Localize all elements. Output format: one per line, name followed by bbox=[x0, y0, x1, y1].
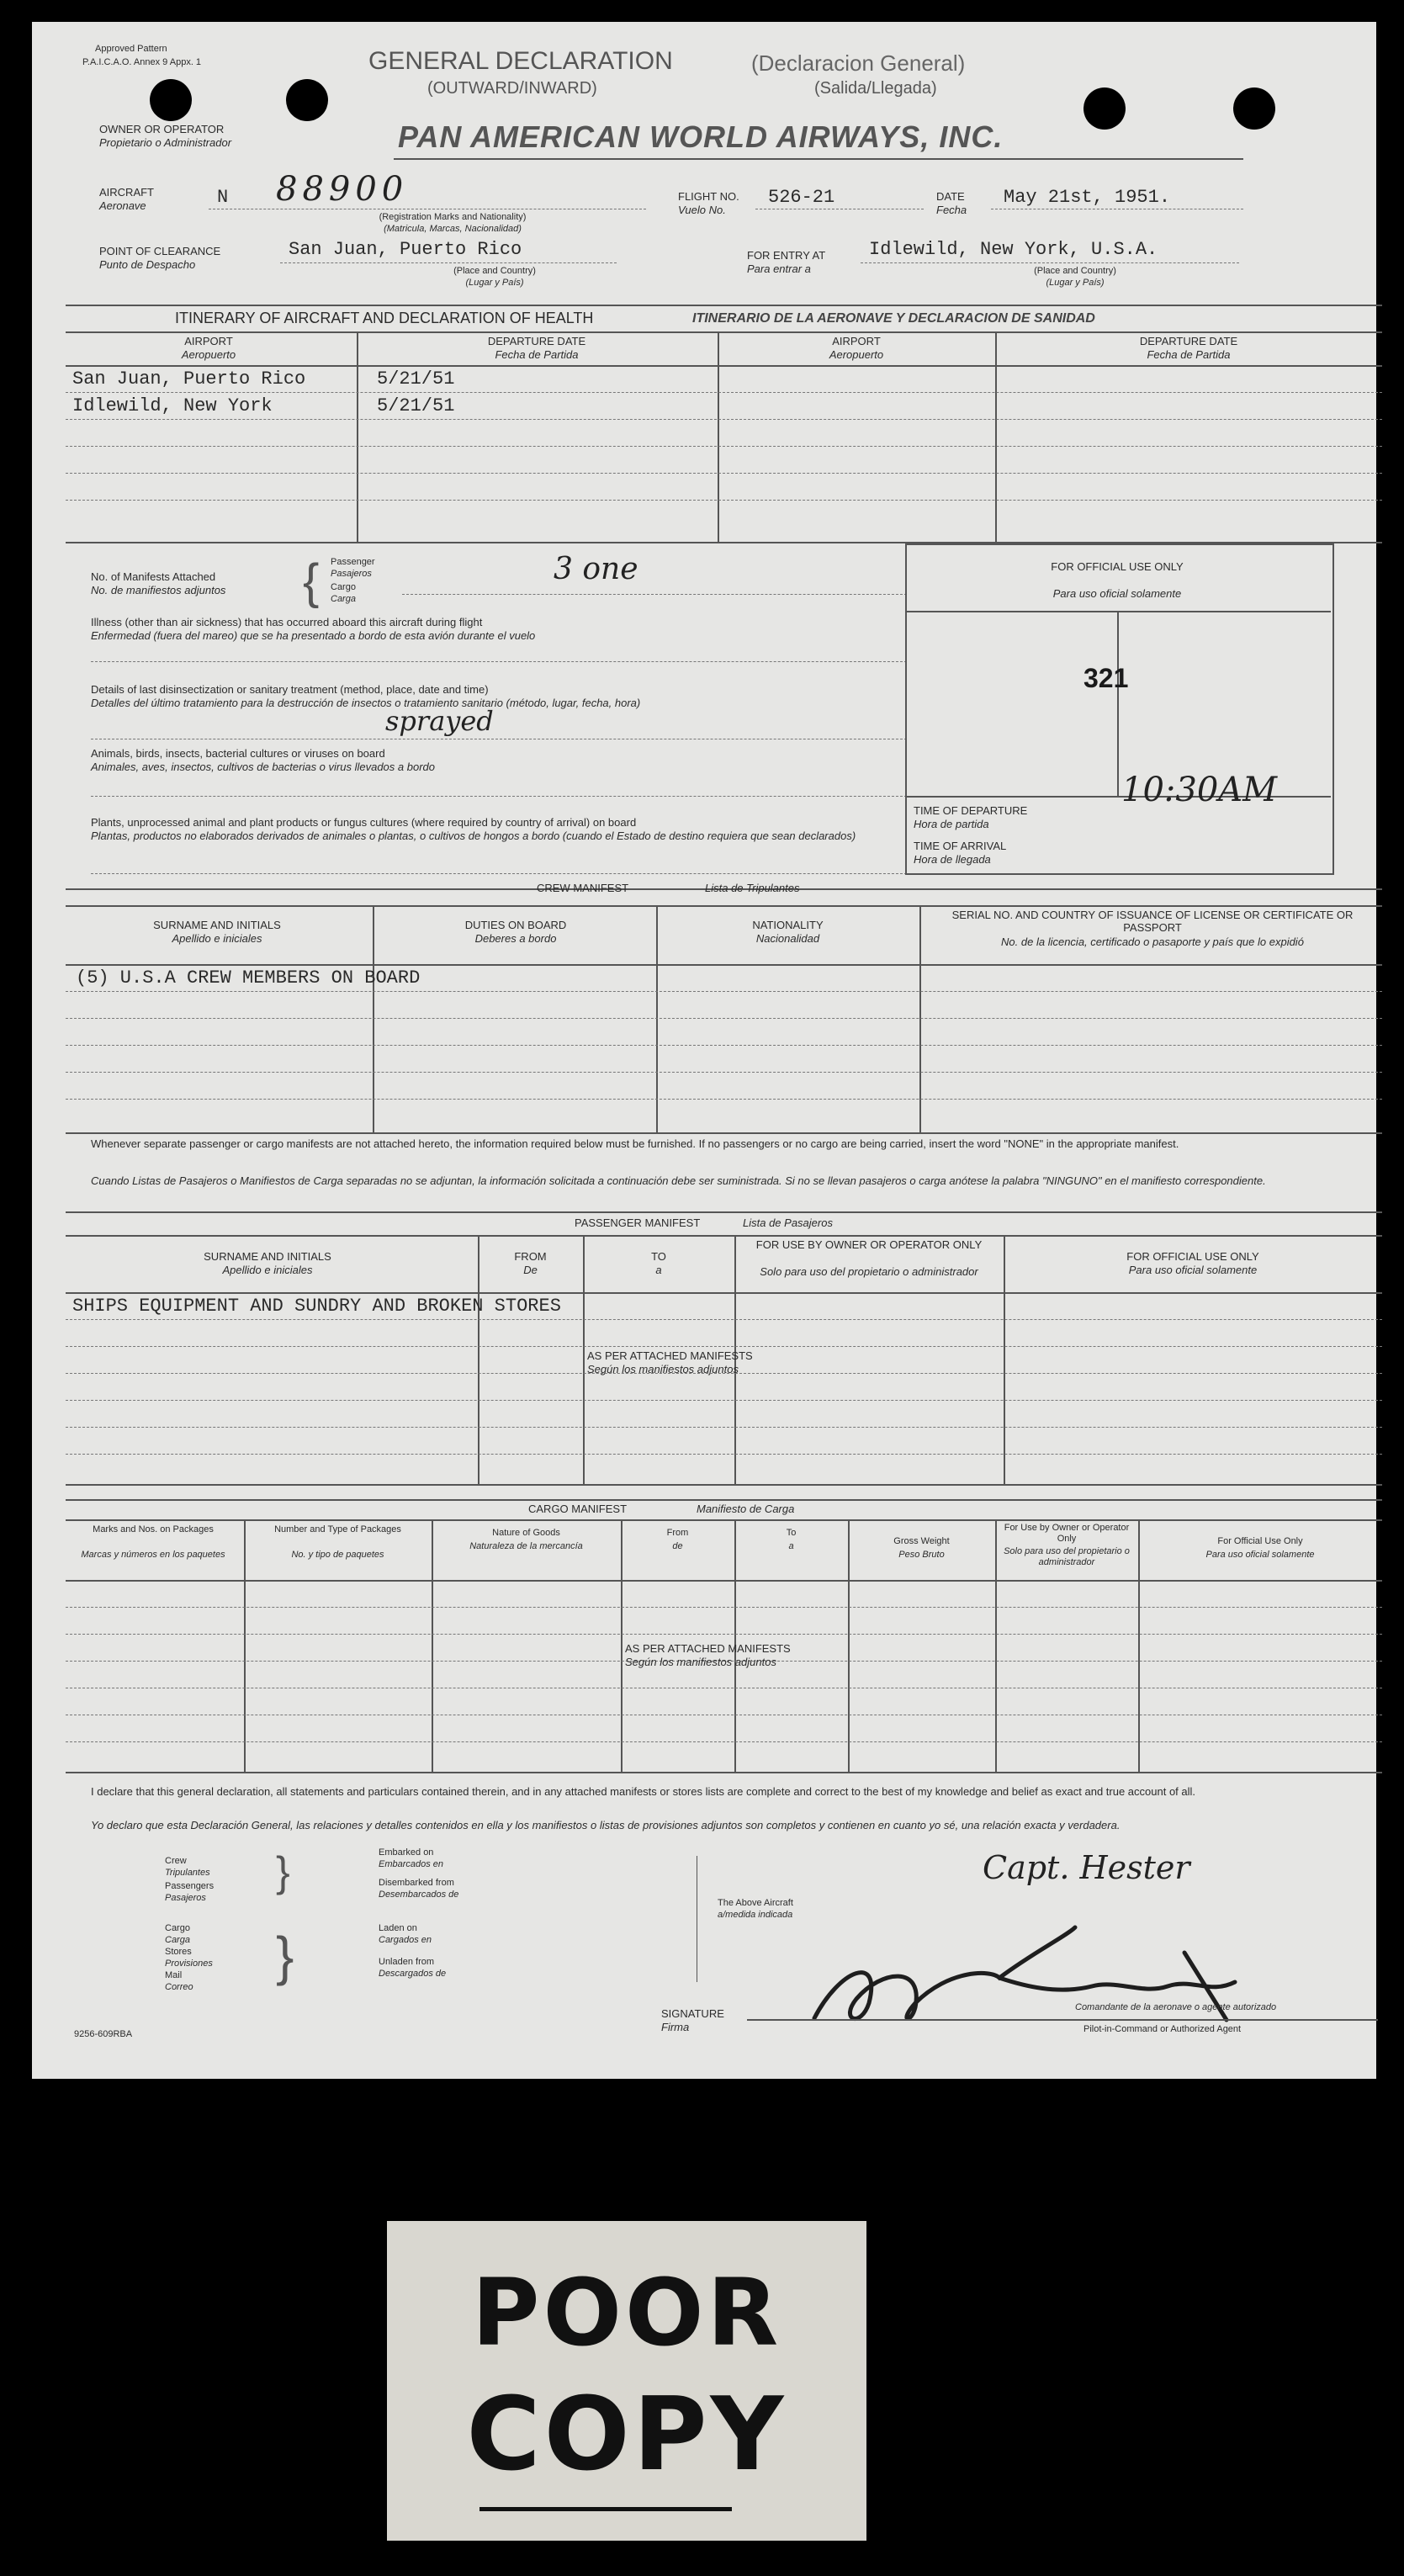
entry-place-note: (Place and Country) bbox=[1034, 266, 1116, 276]
date-label-es: Fecha bbox=[936, 204, 967, 216]
entry-value: Idlewild, New York, U.S.A. bbox=[869, 239, 1158, 260]
stores-count-label: Stores bbox=[165, 1947, 192, 1957]
departure-value: San Juan, Puerto Rico bbox=[289, 239, 522, 260]
commander-label-es: Comandante de la aeronave o agente autorizado bbox=[1075, 2002, 1277, 2012]
stamp-line-2: COPY bbox=[466, 2377, 787, 2494]
punch-hole bbox=[286, 79, 328, 121]
crew-col-license: SERIAL NO. AND COUNTRY OF ISSUANCE OF LICENSE OR CERTIFICATE OR PASSPORT bbox=[951, 909, 1354, 934]
owner-label-es: Propietario o Administrador bbox=[99, 136, 232, 149]
itinerary-col-airport-2: AIRPORT bbox=[832, 335, 881, 347]
cargo-label-es: Carga bbox=[331, 594, 356, 604]
cargo-col-packages-es: No. y tipo de paquetes bbox=[291, 1550, 384, 1560]
form-title: GENERAL DECLARATION bbox=[368, 47, 673, 75]
arrival-time-label: TIME OF ARRIVAL bbox=[914, 840, 1007, 852]
cargo-col-weight-es: Peso Bruto bbox=[898, 1550, 945, 1560]
cargo-col-marks: Marks and Nos. on Packages bbox=[93, 1524, 214, 1534]
disinsect-text: Details of last disinsectization or sanitary treatment (method, place, date and time) bbox=[91, 683, 489, 696]
departure-place-note: (Place and Country) bbox=[453, 266, 536, 276]
passenger-col-to-es: a bbox=[655, 1264, 662, 1276]
approved-pattern: Approved Pattern bbox=[95, 44, 167, 54]
cargo-col-nature-es: Naturaleza de la mercancía bbox=[469, 1541, 583, 1551]
animals-text: Animals, birds, insects, bacterial cultures or viruses on board bbox=[91, 747, 385, 760]
passenger-col-name: SURNAME AND INITIALS bbox=[204, 1250, 331, 1263]
cargo-heading: CARGO MANIFEST bbox=[528, 1503, 628, 1515]
official-use-label-es: Para uso oficial solamente bbox=[1052, 587, 1182, 600]
punch-hole bbox=[1083, 87, 1126, 130]
form-title-es: (Declaracion General) bbox=[751, 50, 966, 76]
cargo-col-from: From bbox=[666, 1528, 689, 1538]
itinerary-row-airport: Idlewild, New York bbox=[72, 395, 273, 416]
arrival-time-label-es: Hora de llegada bbox=[914, 853, 991, 866]
cargo-col-marks-es: Marcas y números en los paquetes bbox=[81, 1550, 225, 1560]
icao-reference: P.A.I.C.A.O. Annex 9 Appx. 1 bbox=[82, 57, 202, 67]
unladen-label-es: Descargados de bbox=[379, 1969, 447, 1979]
cargo-col-weight: Gross Weight bbox=[893, 1536, 950, 1546]
crew-count-label-es: Tripulantes bbox=[165, 1868, 210, 1878]
poor-copy-stamp bbox=[387, 2221, 866, 2541]
aircraft-label-es: Aeronave bbox=[99, 199, 146, 212]
disinsect-text-es: Detalles del último tratamiento para la destrucción de insectos o tratamiento sanitario (método, lugar, fecha, hora) bbox=[91, 697, 641, 709]
signature-label: SIGNATURE bbox=[661, 2007, 724, 2020]
notice-text-es: Cuando Listas de Pasajeros o Manifiestos de Carga separadas no se adjuntan, la información solicitada a continuación debe ser suministrada. Si no se llevan pasajeros o carga anótese la palabra "NINGUNO" en el manifiesto correspondiente. bbox=[91, 1174, 1266, 1187]
manifests-label: No. of Manifests Attached bbox=[91, 570, 216, 583]
flight-value: 526-21 bbox=[768, 187, 835, 208]
departure-time-label-es: Hora de partida bbox=[914, 818, 989, 830]
cargo-count-label: Cargo bbox=[165, 1923, 190, 1933]
aircraft-label: AIRCRAFT bbox=[99, 186, 154, 199]
entry-label-es: Para entrar a bbox=[747, 262, 811, 275]
passenger-heading: PASSENGER MANIFEST bbox=[575, 1216, 701, 1229]
declaration-text-es: Yo declaro que esta Declaración General, las relaciones y detalles contenidos en ella y los manifiestos o listas de provisiones adjuntos son completos y contienen en cuanto yo sé, una relación exacta y verdadera. bbox=[91, 1819, 1121, 1831]
unladen-label: Unladen from bbox=[379, 1957, 435, 1967]
crew-col-duties: DUTIES ON BOARD bbox=[464, 919, 567, 931]
crew-row: (5) U.S.A CREW MEMBERS ON BOARD bbox=[76, 967, 421, 989]
passenger-col-owner: FOR USE BY OWNER OR OPERATOR ONLY bbox=[755, 1238, 983, 1251]
passenger-heading-es: Lista de Pasajeros bbox=[743, 1216, 833, 1229]
itinerary-col-departure-2: DEPARTURE DATE bbox=[1139, 335, 1238, 347]
itinerary-heading-es: ITINERARIO DE LA AERONAVE Y DECLARACION DE SANIDAD bbox=[692, 311, 1095, 326]
cargo-col-to: To bbox=[786, 1528, 797, 1538]
cargo-col-official-es: Para uso oficial solamente bbox=[1205, 1550, 1315, 1560]
crew-col-name: SURNAME AND INITIALS bbox=[153, 919, 281, 931]
commander-label: Pilot-in-Command or Authorized Agent bbox=[1083, 2024, 1242, 2034]
passenger-col-owner-es: Solo para uso del propietario o administrador bbox=[760, 1265, 978, 1278]
cargo-col-packages: Number and Type of Packages bbox=[274, 1524, 401, 1534]
departure-label: POINT OF CLEARANCE bbox=[99, 245, 221, 257]
registration-note-es: (Matricula, Marcas, Nacionalidad) bbox=[384, 224, 522, 234]
stamp-underline bbox=[479, 2507, 732, 2511]
owner-label: OWNER OR OPERATOR bbox=[99, 123, 225, 135]
date-value: May 21st, 1951. bbox=[1004, 187, 1171, 208]
laden-label: Laden on bbox=[379, 1923, 417, 1933]
crew-heading: CREW MANIFEST bbox=[537, 882, 629, 894]
official-number: 321 bbox=[1083, 663, 1129, 693]
passenger-col-to: TO bbox=[651, 1250, 666, 1263]
manifests-value: 3 one bbox=[554, 552, 638, 586]
passenger-count-label: Passengers bbox=[165, 1881, 215, 1891]
passenger-col-from: FROM bbox=[514, 1250, 547, 1263]
departure-place-note-es: (Lugar y País) bbox=[465, 278, 524, 288]
cargo-heading-es: Manifiesto de Carga bbox=[697, 1503, 795, 1515]
itinerary-row-airport: San Juan, Puerto Rico bbox=[72, 368, 306, 390]
passenger-label-es: Pasajeros bbox=[331, 569, 372, 579]
cargo-attached: AS PER ATTACHED MANIFESTS bbox=[625, 1642, 791, 1655]
declaration-text: I declare that this general declaration, all statements and particulars contained therein, and in any attached manifests or stores lists are complete and correct to the best of my knowledge and belief as exact and true account of all. bbox=[91, 1785, 1196, 1798]
flight-label-es: Vuelo No. bbox=[678, 204, 726, 216]
illness-text: Illness (other than air sickness) that has occurred aboard this aircraft during flight bbox=[91, 616, 483, 628]
owner-value: PAN AMERICAN WORLD AIRWAYS, INC. bbox=[398, 119, 1004, 154]
official-use-label: FOR OFFICIAL USE ONLY bbox=[1051, 560, 1184, 573]
cargo-col-official: For Official Use Only bbox=[1217, 1536, 1303, 1546]
itinerary-col-departure-2-es: Fecha de Partida bbox=[1147, 348, 1231, 361]
passenger-col-official: FOR OFFICIAL USE ONLY bbox=[1126, 1250, 1259, 1263]
passenger-col-from-es: De bbox=[523, 1264, 538, 1276]
aircraft-value: 88900 bbox=[276, 170, 409, 209]
entry-place-note-es: (Lugar y País) bbox=[1046, 278, 1105, 288]
above-aircraft-label-es: a/medida indicada bbox=[718, 1910, 793, 1920]
itinerary-col-airport: AIRPORT bbox=[184, 335, 233, 347]
cargo-col-owner: For Use by Owner or Operator Only bbox=[1004, 1523, 1130, 1544]
embarked-label-es: Embarcados en bbox=[379, 1859, 444, 1869]
disembarked-label-es: Desembarcados de bbox=[379, 1890, 459, 1900]
stamp-line-1: POOR bbox=[471, 2259, 782, 2367]
disembarked-label: Disembarked from bbox=[379, 1878, 454, 1888]
cargo-col-from-es: de bbox=[672, 1541, 683, 1551]
passenger-attached-es: Según los manifiestos adjuntos bbox=[587, 1363, 739, 1375]
illness-text-es: Enfermedad (fuera del mareo) que se ha presentado a bordo de esta avión durante el vuelo bbox=[91, 629, 536, 642]
crew-heading-es: Lista de Tripulantes bbox=[705, 882, 800, 894]
form-subtitle: (OUTWARD/INWARD) bbox=[427, 79, 597, 98]
embarked-label: Embarked on bbox=[379, 1847, 434, 1858]
registration-note: (Registration Marks and Nationality) bbox=[379, 212, 527, 222]
crew-col-nationality: NATIONALITY bbox=[752, 919, 824, 931]
crew-count-label: Crew bbox=[165, 1856, 187, 1866]
animals-text-es: Animales, aves, insectos, cultivos de bacterias o virus llevados a bordo bbox=[91, 761, 435, 773]
cargo-col-owner-es: Solo para uso del propietario o administrador bbox=[1004, 1546, 1130, 1567]
declaration-form: Approved Pattern P.A.I.C.A.O. Annex 9 Appx. 1 GENERAL DECLARATION (Declaracion General) (OUTWARD/INWARD) (Salida/Llegada) OWNER OR OPERATOR Propietario o Administrador PAN AMERICAN WORLD AIRWAYS, INC. AIRCRAFT Aeronave N 88900 (Registration Marks and Nationality) (Matricula, Marcas, Nacionalidad) FLIGHT NO. Vuelo No. 526-21 DATE Fecha May 21st, 1951. POINT OF CLEARANCE Punto de Despacho San Juan, Puerto Rico (Place and Country) (Lugar y País) FOR ENTRY AT Para entrar a Idlewild, New York, U.S.A. (Place and Country) (Lugar y País) ITINERARY OF AIRCRAFT AND DECLARATION OF HEALTH ITINERARIO DE LA AERONAVE Y DECLARACION DE SANIDAD AIRPORT Aeropuerto DEPARTURE DATE Fecha de Partida AIRPORT Aeropuerto DEPARTURE DATE Fecha de Partida San Juan, Puerto Rico 5/21/51 Idlewild, New York 5/21/51 No. of Manifests Attached No. de manifiestos adjuntos { Passenger Pasajeros Cargo Carga 3 one Illness (other than air sickness) that has occurred aboard this aircraft during flight Enfermedad (fuera del mareo) que se ha presentado a bordo de esta avión durante el vuelo Details of last disinsectization or sanitary treatment (method, place, date and time) Detalles del último tratamiento para la destrucción de insectos o tratamiento sanitario (método, lugar, fecha, hora) sprayed Animals, birds, insects, bacterial cultures or viruses on board Animales, aves, insectos, cultivos de bacterias o virus llevados a bordo Plants, unprocessed animal and plant products or fungus cultures (where required by country of arrival) on board Plantas, productos no elaborados derivados de animales o plantas, o cultivos de hongos a bordo (cuando el Estado de destino requiera que sean declarados) FOR OFFICIAL USE ONLY Para uso oficial solamente 321 TIME OF DEPARTURE Hora de partida 10:30AM TIME OF ARRIVAL Hora de llegada CREW MANIFEST Lista de Tripulantes SURNAME AND INITIALS Apellido e iniciales DUTIES ON BOARD Deberes a bordo NATIONALITY Nacionalidad SERIAL NO. AND COUNTRY OF ISSUANCE OF LICENSE OR CERTIFICATE OR PASSPORT No. de la licencia, certificado o pasaporte y país que lo expidió (5) U.S.A CREW MEMBERS ON BOARD Whenever separate passenger or cargo manifests are not attached hereto, the information required below must be furnished. If no passengers or no cargo are being carried, insert the word "NONE" in the appropriate manifest. Cuando Listas de Pasajeros o Manifiestos de Carga separadas no se adjuntan, la información solicitada a continuación debe ser suministrada. Si no se llevan pasajeros o carga anótese la palabra "NINGUNO" en el manifiesto correspondiente. PASSENGER MANIFEST Lista de Pasajeros SURNAME AND INITIALS Apellido e iniciales FROM De TO a FOR USE BY OWNER OR OPERATOR ONLY Solo para uso del propietario o administrador FOR OFFICIAL USE ONLY Para uso oficial solamente SHIPS EQUIPMENT AND SUNDRY AND BROKEN STORES AS PER ATTACHED MANIFESTS Según los manifiestos adjuntos CARGO MANIFEST Manifiesto de Carga Marks and Nos. on Packages Marcas y números en los paquetes Number and Type of Packages No. y tipo de paquetes Nature of Goods Naturaleza de la mercancía From de To a Gross Weight Peso Bruto For Use by Owner or Operator Only Solo para uso del propietario o administrador For Official Use Only Para uso oficial solamente AS PER ATTACHED MANIFESTS Según los manifiestos adjuntos I declare that this general declaration, all statements and particulars contained therein, and in any attached manifests or stores lists are complete and correct to the best of my knowledge and belief as exact and true account of all. Yo declaro que esta Declaración General, las relaciones y detalles contenidos en ella y los manifiestos o listas de provisiones adjuntos son completos y contienen en cuanto yo sé, una relación exacta y verdadera. Crew Tripulantes Passengers Pasajeros } Embarked on Embarcados en Disembarked from Desembarcados de Cargo Carga Stores Provisiones Mail Correo } Laden on Cargados en Unladen from Descargados de The Above Aircraft a/medida indicada Capt. Hester SIGNATURE Firma Comandante de la aeronave o agente autorizado Pilot-in-Command or Authorized Agent 9256-609RBA bbox=[32, 22, 1376, 2079]
form-subtitle-es: (Salida/Llegada) bbox=[814, 79, 937, 98]
passenger-col-official-es: Para uso oficial solamente bbox=[1128, 1264, 1258, 1276]
mail-count-label-es: Correo bbox=[165, 1982, 193, 1992]
passenger-col-name-es: Apellido e iniciales bbox=[222, 1264, 313, 1276]
aircraft-prefix: N bbox=[217, 187, 229, 208]
itinerary-col-airport-es: Aeropuerto bbox=[181, 348, 236, 361]
crew-col-license-es: No. de la licencia, certificado o pasaporte y país que lo expidió bbox=[1001, 936, 1304, 948]
captain-note: Capt. Hester bbox=[983, 1849, 1190, 1886]
entry-label: FOR ENTRY AT bbox=[747, 249, 826, 262]
plants-text: Plants, unprocessed animal and plant products or fungus cultures (where required by country of arrival) on board bbox=[91, 816, 637, 829]
stores-count-label-es: Provisiones bbox=[165, 1959, 213, 1969]
passenger-attached: AS PER ATTACHED MANIFESTS bbox=[587, 1349, 753, 1362]
signature-label-es: Firma bbox=[661, 2021, 690, 2033]
itinerary-col-departure-es: Fecha de Partida bbox=[495, 348, 579, 361]
departure-time-value: 10:30AM bbox=[1121, 771, 1278, 809]
passenger-row: SHIPS EQUIPMENT AND SUNDRY AND BROKEN STORES bbox=[72, 1296, 561, 1317]
punch-hole bbox=[150, 79, 192, 121]
cargo-label: Cargo bbox=[331, 582, 356, 592]
form-number: 9256-609RBA bbox=[74, 2029, 133, 2039]
itinerary-col-airport-2-es: Aeropuerto bbox=[829, 348, 884, 361]
crew-col-duties-es: Deberes a bordo bbox=[474, 932, 557, 945]
departure-label-es: Punto de Despacho bbox=[99, 258, 196, 271]
cargo-col-to-es: a bbox=[788, 1541, 794, 1551]
departure-time-label: TIME OF DEPARTURE bbox=[914, 804, 1028, 817]
mail-count-label: Mail bbox=[165, 1970, 183, 1980]
above-aircraft-label: The Above Aircraft bbox=[718, 1898, 793, 1908]
punch-hole bbox=[1233, 87, 1275, 130]
itinerary-row-date: 5/21/51 bbox=[377, 368, 455, 390]
passenger-count-label-es: Pasajeros bbox=[165, 1893, 206, 1903]
cargo-count-label-es: Carga bbox=[165, 1935, 190, 1945]
notice-text: Whenever separate passenger or cargo manifests are not attached hereto, the information required below must be furnished. If no passengers or no cargo are being carried, insert the word "NONE" in the appropriate manifest. bbox=[91, 1137, 1179, 1150]
cargo-col-nature: Nature of Goods bbox=[492, 1528, 560, 1538]
plants-text-es: Plantas, productos no elaborados derivados de animales o plantas, o cultivos de hongos a bordo (cuando el Estado de destino requiera que sean declarados) bbox=[91, 830, 856, 842]
disinsect-value: sprayed bbox=[385, 705, 494, 737]
itinerary-heading: ITINERARY OF AIRCRAFT AND DECLARATION OF HEALTH bbox=[175, 310, 594, 326]
passenger-label: Passenger bbox=[331, 557, 375, 567]
manifests-label-es: No. de manifiestos adjuntos bbox=[91, 584, 226, 596]
crew-col-name-es: Apellido e iniciales bbox=[172, 932, 262, 945]
itinerary-col-departure: DEPARTURE DATE bbox=[487, 335, 586, 347]
crew-col-nationality-es: Nacionalidad bbox=[755, 932, 820, 945]
itinerary-row-date: 5/21/51 bbox=[377, 395, 455, 416]
flight-label: FLIGHT NO. bbox=[678, 190, 739, 203]
cargo-attached-es: Según los manifiestos adjuntos bbox=[625, 1656, 776, 1668]
laden-label-es: Cargados en bbox=[379, 1935, 432, 1945]
date-label: DATE bbox=[936, 190, 965, 203]
